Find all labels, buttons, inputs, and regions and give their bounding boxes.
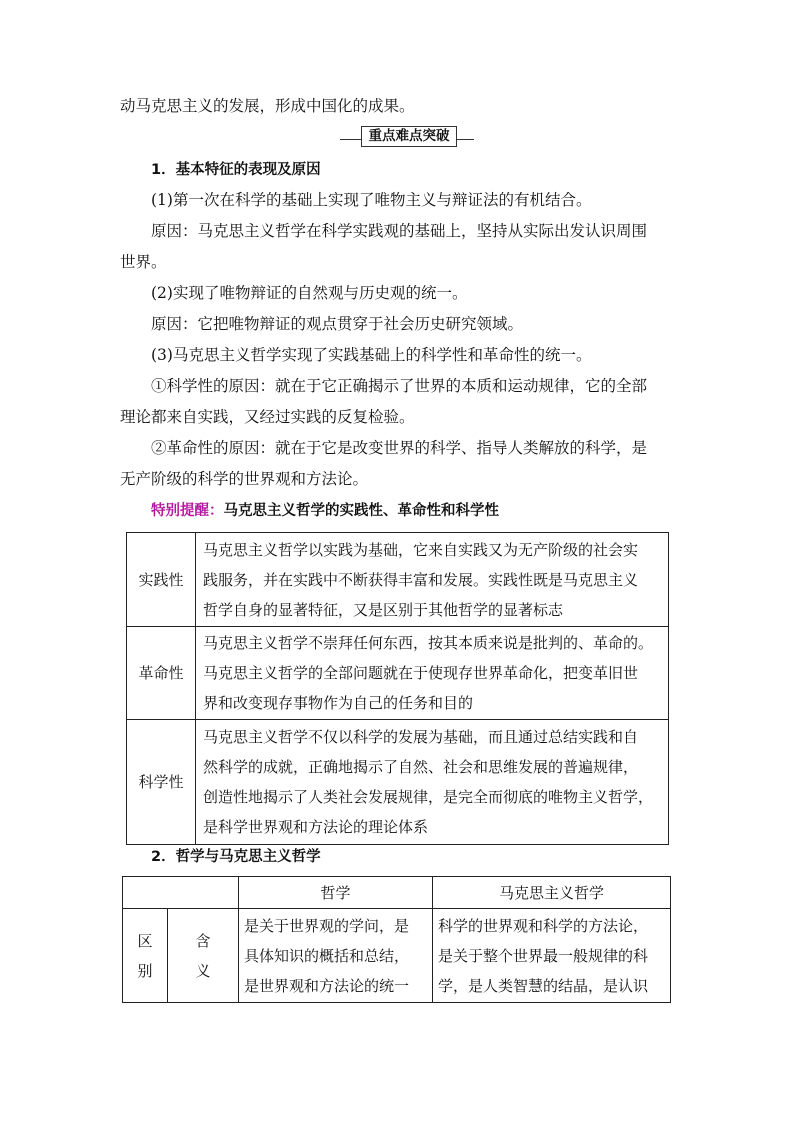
header-cell-philosophy: 哲学 xyxy=(239,877,433,909)
philosophy-cell xyxy=(239,909,433,1003)
cell-line: 学，是人类智慧的结晶，是认识 xyxy=(438,976,649,995)
special-tip xyxy=(151,500,499,522)
table-row xyxy=(123,909,671,1003)
text-line-continuation: 动马克思主义的发展，形成中国化的成果。 xyxy=(120,97,415,115)
paragraph-7a: ②革命性的原因：就在于它是改变世界的科学、指导人类解放的科学，是 xyxy=(151,439,648,457)
cell-line: 是世界观和方法论的统一 xyxy=(244,976,410,995)
section-badge-label: 重点难点突破 xyxy=(361,126,457,147)
marxism-cell xyxy=(433,909,671,1003)
paragraph-2b: 世界。 xyxy=(120,253,167,271)
cell-line: 创造性地揭示了人类社会发展规律，是完全而彻底的唯物主义哲学， xyxy=(203,788,654,806)
paragraph-3: (2)实现了唯物辩证的自然观与历史观的统一。 xyxy=(151,284,468,302)
cell-line: 是关于世界观的学问，是 xyxy=(244,916,410,935)
row-key: 科学性 xyxy=(127,720,196,845)
paragraph-5: (3)马克思主义哲学实现了实践基础上的科学性和革命性的统一。 xyxy=(151,346,592,364)
cell-line: 马克思主义哲学不崇拜任何东西，按其本质来说是批判的、革命的。 xyxy=(203,634,654,652)
sub-cell xyxy=(168,909,239,1003)
cell-line: 马克思主义哲学以实践为基础，它来自实践又为无产阶级的社会实 xyxy=(203,540,639,559)
heading-1: 1．基本特征的表现及原因 xyxy=(151,162,321,178)
characteristics-table xyxy=(126,532,669,845)
group-char: 别 xyxy=(137,961,153,980)
row-key: 实践性 xyxy=(127,533,196,627)
cell-line: 是关于整个世界最一般规律的科 xyxy=(438,946,649,965)
paragraph-7b: 无产阶级的科学的世界观和方法论。 xyxy=(120,470,369,488)
table-row xyxy=(127,533,669,627)
cell-line: 界和改变现存事物作为自己的任务和目的 xyxy=(203,694,474,712)
row-value xyxy=(196,533,669,627)
row-value xyxy=(196,720,669,845)
paragraph-4: 原因：它把唯物辩证的观点贯穿于社会历史研究领域。 xyxy=(151,315,524,333)
table-header-row xyxy=(123,877,671,909)
group-cell xyxy=(123,909,168,1003)
paragraph-6a: ①科学性的原因：就在于它正确揭示了世界的本质和运动规律，它的全部 xyxy=(151,377,648,395)
badge-rule-left xyxy=(340,139,362,140)
cell-line: 然科学的成就，正确地揭示了自然、社会和思维发展的普遍规律， xyxy=(203,758,639,776)
cell-line: 践服务，并在实践中不断获得丰富和发展。实践性既是马克思主义 xyxy=(203,570,639,589)
sub-char: 含 xyxy=(195,931,211,950)
heading-2: 2．哲学与马克思主义哲学 xyxy=(151,849,321,865)
group-char: 区 xyxy=(137,931,153,950)
table-row xyxy=(127,627,669,720)
comparison-table xyxy=(122,876,671,1003)
cell-line: 马克思主义哲学不仅以科学的发展为基础，而且通过总结实践和自 xyxy=(203,728,639,746)
tip-text: 马克思主义哲学的实践性、革命性和科学性 xyxy=(223,503,499,519)
paragraph-1: (1)第一次在科学的基础上实现了唯物主义与辩证法的有机结合。 xyxy=(151,191,592,209)
tip-label: 特别提醒： xyxy=(151,503,224,519)
cell-line: 具体知识的概括和总结， xyxy=(244,946,410,965)
cell-line: 哲学自身的显著特征，又是区别于其他哲学的显著标志 xyxy=(203,600,564,619)
header-cell-marxism: 马克思主义哲学 xyxy=(433,877,671,909)
cell-line: 马克思主义哲学的全部问题就在于使现存世界革命化，把变革旧世 xyxy=(203,664,639,682)
header-cell-empty xyxy=(123,877,239,909)
cell-line: 是科学世界观和方法论的理论体系 xyxy=(203,818,429,836)
row-key: 革命性 xyxy=(127,627,196,720)
paragraph-6b: 理论都来自实践，又经过实践的反复检验。 xyxy=(120,408,415,426)
paragraph-2a: 原因：马克思主义哲学在科学实践观的基础上，坚持从实际出发认识周围 xyxy=(151,222,648,240)
row-value xyxy=(196,627,669,720)
cell-line: 科学的世界观和科学的方法论， xyxy=(438,916,649,935)
section-badge xyxy=(340,126,474,148)
table-row xyxy=(127,720,669,845)
badge-rule-right xyxy=(454,139,474,140)
sub-char: 义 xyxy=(195,961,211,980)
